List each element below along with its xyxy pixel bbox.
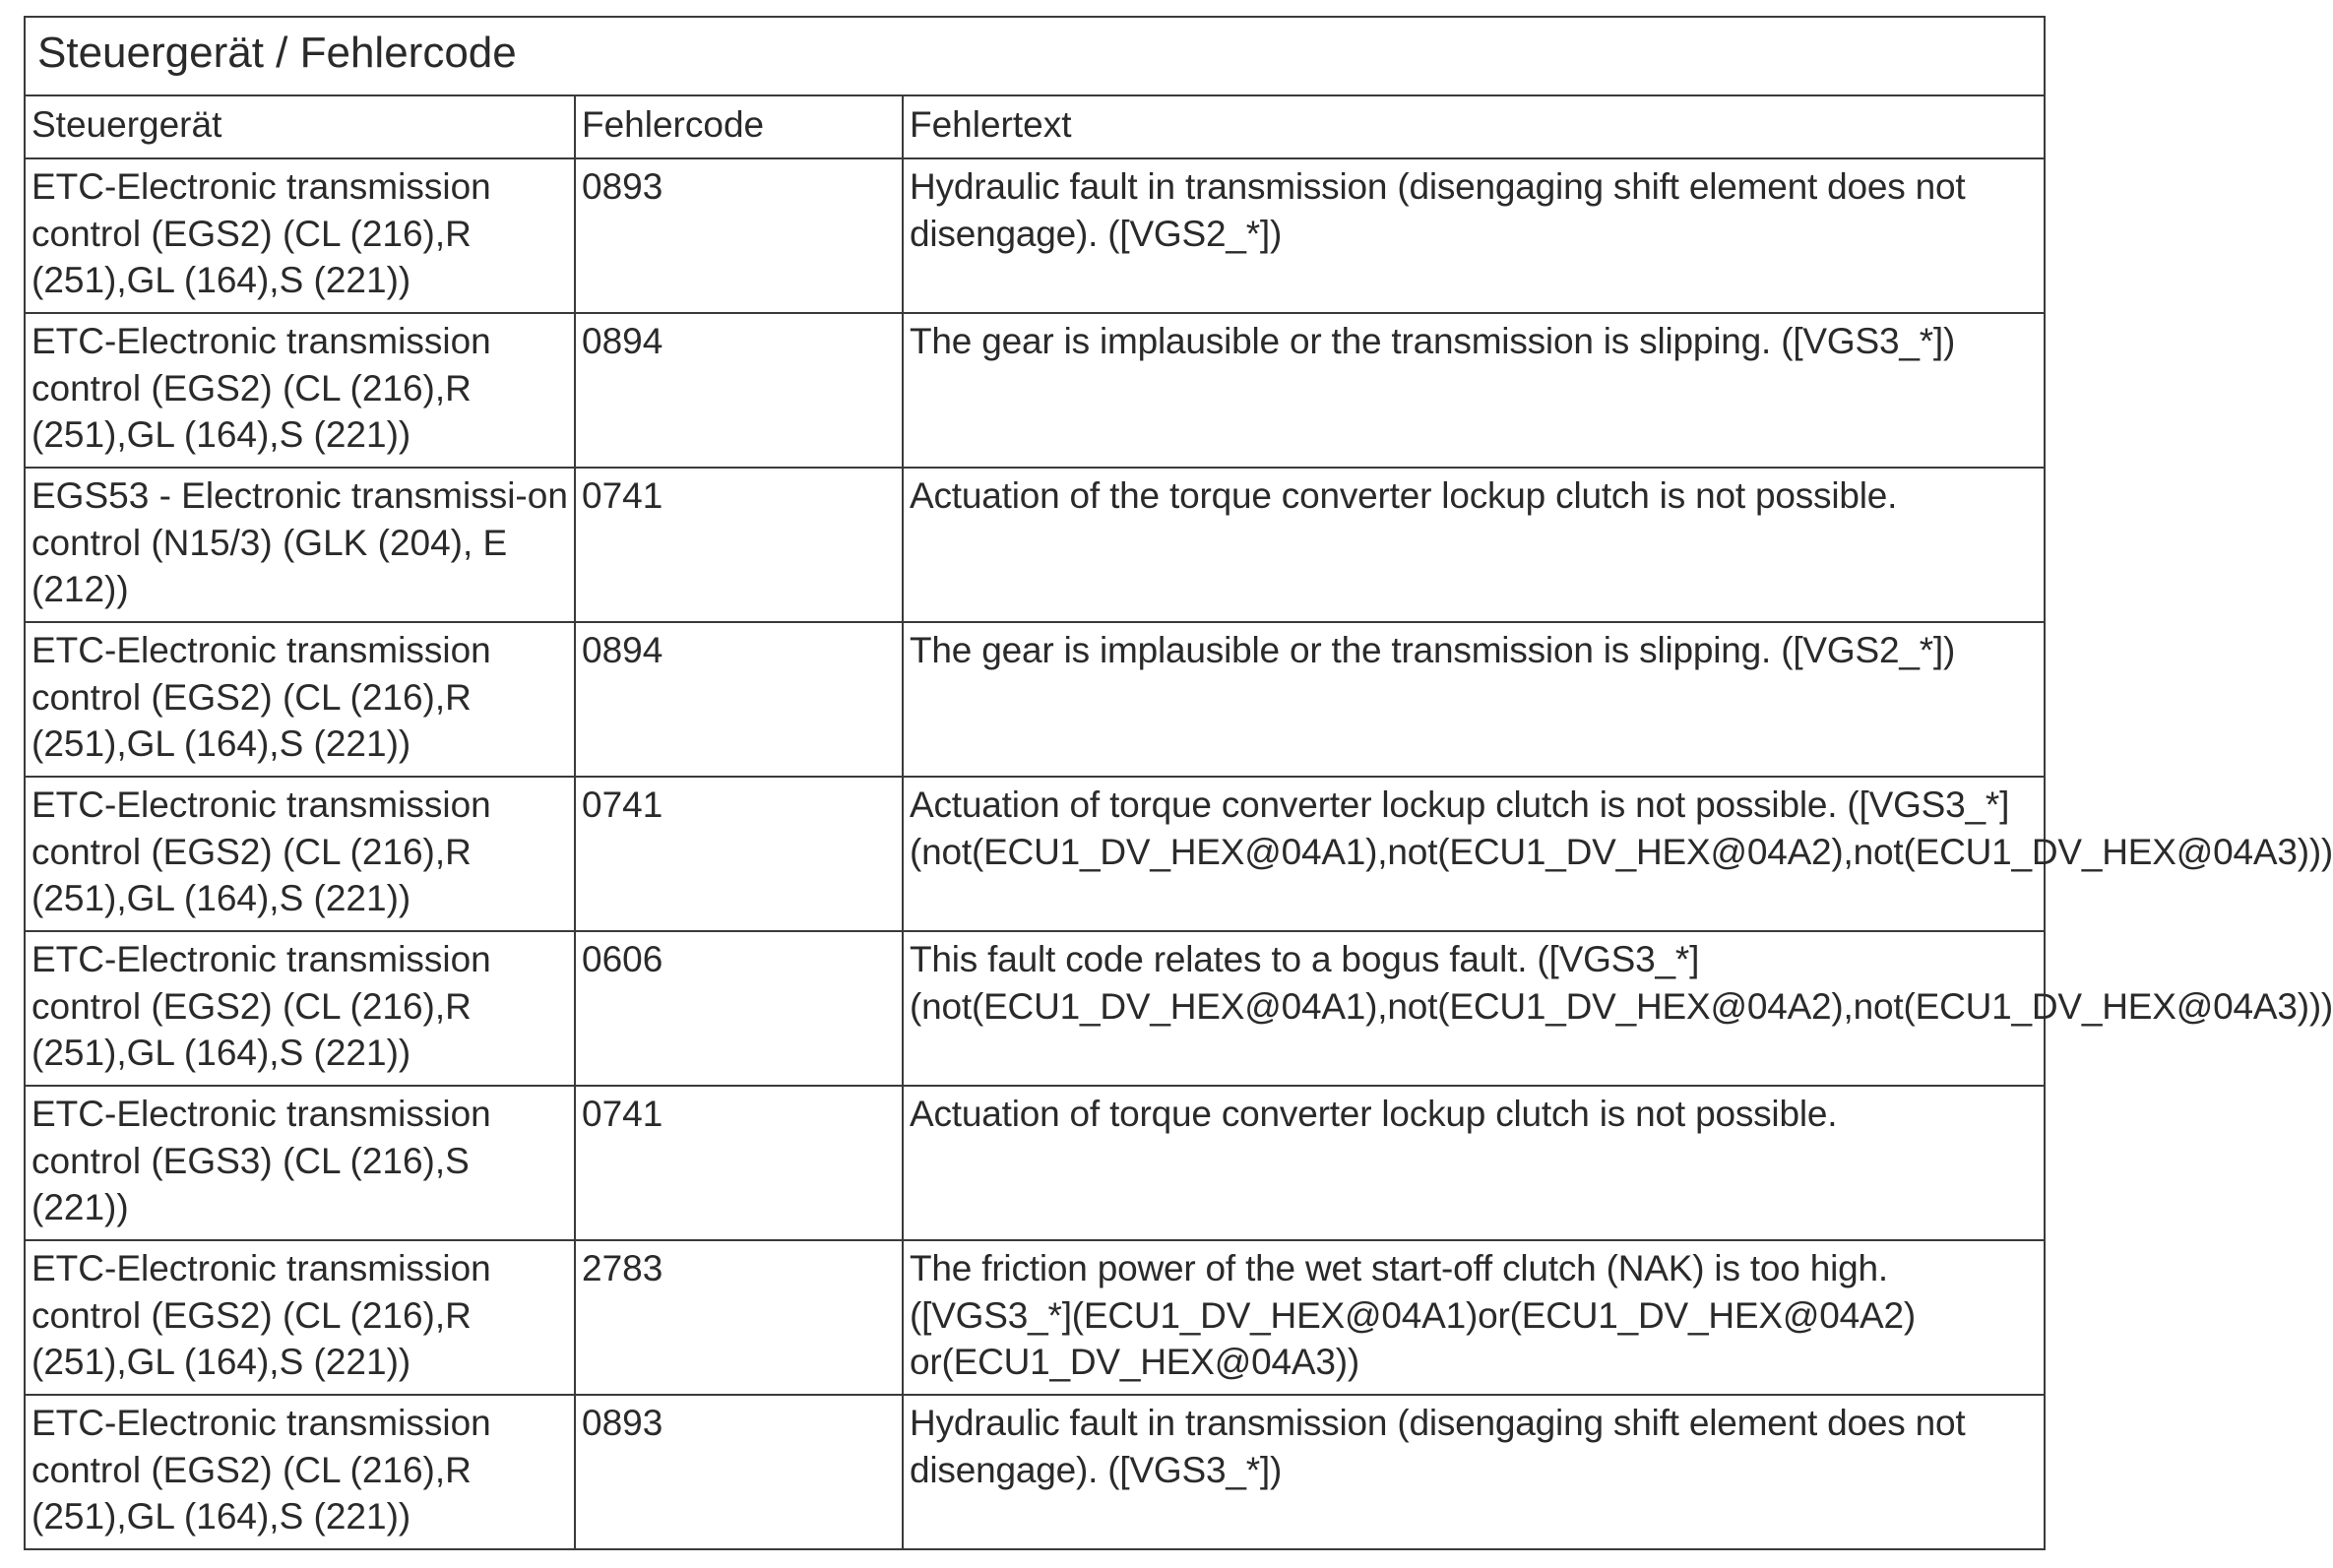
control-unit-cell: ETC-Electronic transmission control (EGS2) (CL (216),R (251),GL (164),S (221)) — [25, 622, 575, 777]
control-unit-cell: ETC-Electronic transmission control (EGS2) (CL (216),R (251),GL (164),S (221)) — [25, 777, 575, 931]
table-row — [25, 158, 2045, 313]
fault-code-cell: 0893 — [575, 158, 903, 313]
table-row — [25, 931, 2045, 1086]
table-row — [25, 1240, 2045, 1395]
fault-code-cell: 0893 — [575, 1395, 903, 1549]
table-title-row — [25, 17, 2045, 95]
control-unit-cell: ETC-Electronic transmission control (EGS2) (CL (216),R (251),GL (164),S (221)) — [25, 1395, 575, 1549]
column-header-text: Fehlertext — [903, 95, 2045, 158]
fault-code-cell: 0741 — [575, 777, 903, 931]
fault-code-cell: 0606 — [575, 931, 903, 1086]
fault-text-cell: Actuation of torque converter lockup clutch is not possible. ([VGS3_*](not(ECU1_DV_HEX@04A1),not(ECU1_DV_HEX@04A2),not(ECU1_DV_HEX@04A3))) — [903, 777, 2045, 931]
table-row — [25, 313, 2045, 468]
fault-code-sheet — [24, 16, 2333, 1550]
fault-code-cell: 0894 — [575, 313, 903, 468]
fault-text-cell: Actuation of the torque converter lockup clutch is not possible. — [903, 468, 2045, 622]
table-row — [25, 468, 2045, 622]
control-unit-cell: ETC-Electronic transmission control (EGS2) (CL (216),R (251),GL (164),S (221)) — [25, 158, 575, 313]
table-row — [25, 622, 2045, 777]
control-unit-cell: EGS53 - Electronic transmissi-on control (N15/3) (GLK (204), E (212)) — [25, 468, 575, 622]
fault-code-cell: 2783 — [575, 1240, 903, 1395]
fault-text-cell: This fault code relates to a bogus fault. ([VGS3_*](not(ECU1_DV_HEX@04A1),not(ECU1_DV_HEX@04A2),not(ECU1_DV_HEX@04A3))) — [903, 931, 2045, 1086]
table-title: Steuergerät / Fehlercode — [25, 17, 2045, 95]
control-unit-cell: ETC-Electronic transmission control (EGS2) (CL (216),R (251),GL (164),S (221)) — [25, 1240, 575, 1395]
fault-code-cell: 0741 — [575, 468, 903, 622]
table-header-row — [25, 95, 2045, 158]
fault-code-cell: 0894 — [575, 622, 903, 777]
control-unit-cell: ETC-Electronic transmission control (EGS3) (CL (216),S (221)) — [25, 1086, 575, 1240]
table-row — [25, 1086, 2045, 1240]
column-header-unit: Steuergerät — [25, 95, 575, 158]
fault-text-cell: Hydraulic fault in transmission (disengaging shift element does not disengage). ([VGS3_*]) — [903, 1395, 2045, 1549]
fault-text-cell: Hydraulic fault in transmission (disengaging shift element does not disengage). ([VGS2_*]) — [903, 158, 2045, 313]
fault-text-cell: The gear is implausible or the transmission is slipping. ([VGS2_*]) — [903, 622, 2045, 777]
fault-text-cell: Actuation of torque converter lockup clutch is not possible. — [903, 1086, 2045, 1240]
table-row — [25, 777, 2045, 931]
table-row — [25, 1395, 2045, 1549]
column-header-code: Fehlercode — [575, 95, 903, 158]
control-unit-cell: ETC-Electronic transmission control (EGS2) (CL (216),R (251),GL (164),S (221)) — [25, 931, 575, 1086]
fault-code-cell: 0741 — [575, 1086, 903, 1240]
fault-text-cell: The gear is implausible or the transmission is slipping. ([VGS3_*]) — [903, 313, 2045, 468]
fault-code-table — [24, 16, 2333, 1550]
control-unit-cell: ETC-Electronic transmission control (EGS2) (CL (216),R (251),GL (164),S (221)) — [25, 313, 575, 468]
fault-text-cell: The friction power of the wet start-off clutch (NAK) is too high. ([VGS3_*](ECU1_DV_HEX@04A1)or(ECU1_DV_HEX@04A2) or(ECU1_DV_HEX@04A3)) — [903, 1240, 2045, 1395]
